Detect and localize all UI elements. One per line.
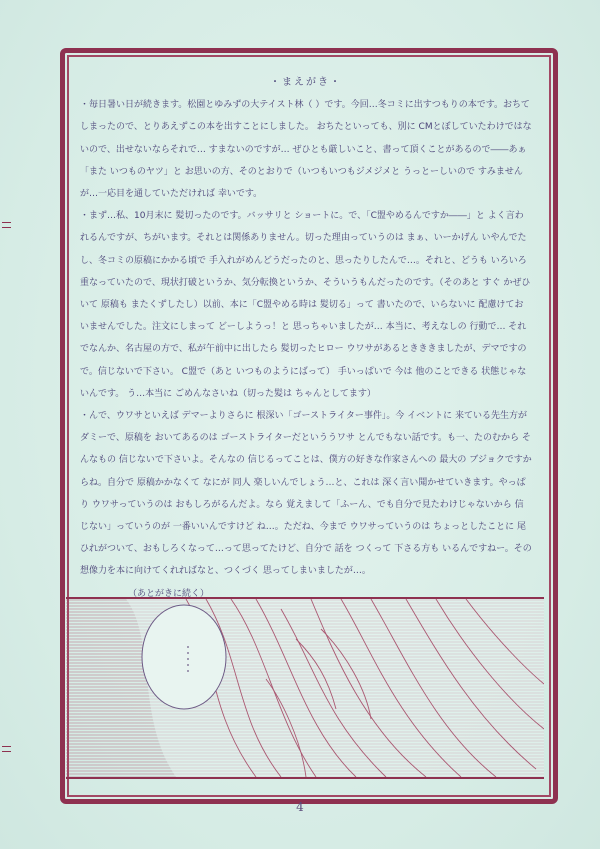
paragraph: ・んで、ウワサといえば デマーよりさらに 根深い「ゴーストライター事件」。今 イベントに 来ている先生方が ダミーで、原稿を おいてあるのは ゴーストライターだといううワサ とんでもない話です。も一、たのむから そんなもの 信じないで下さいよ。そんなの 信じるってことは、僕方の好きな作家さんへの 最大の ブジョクですからね。自分で 原稿かかなくて なにが 同人 楽しいんでしょう…と、これは 深く言い聞かせていきます。やっぱり ウワサっていうのは おもしろがるんだよ。なら 覚えまして「ふーん、でも自分で見たわけじゃないから 信じない」っていうのが 一番いいんですけど ね…。ただね、今まで ウワサっていうのは ちょっとしたことに 尾ひれがついて、おもしろくなって…って思ってたけど、自分で 話を つくって 下さる方も いるんですねー。その想像力を本に向けてくれればなと、つくづく 思ってしまいましたが…。	[80, 411, 532, 577]
continued-note: （あとがきに続く）	[128, 588, 210, 599]
body-text	[80, 72, 532, 605]
hair-illustration	[66, 599, 544, 777]
edge-mark	[2, 746, 11, 752]
page-title: ・まえがき・	[270, 77, 342, 88]
speech-bubble	[142, 605, 226, 709]
paragraph: ・まず…私、10月末に 髪切ったのです。バッサリと ショートに。で、「C盟やめるんですか――」と よく言われるんですが、ちがいます。それとは関係ありません。切った理由っていうのは まぁ、いーかげん いやんでたし、冬コミの原稿にかかる頃で 手入れがめんどうだったのと、思ったりしたんで…。それと、どうも いろいろ重なっていたので、現状打破というか、気分転換というか、そういうもんだったのです。（そのあと すぐ かぜひいて 原稿も またくずしたし）以前、本に「C盟やめる時は 髪切る」って 書いたので、いらないに 配慮けておいませんでした。注文にしまって どーしようっ！と 思っちゃいましたが… 本当に、考えなしの 行動で… それでなんか、名古屋の方で、私が午前中に出したら 髪切ったヒロー ウワサがあるときききましたが、デマですので。信じないで下さい。 C盟で（あと いつものようにばって） 手いっぱいで 今は 他のことできる 状態じゃないんです。 う…本当に ごめんなさいね（切った髪は ちゃんとしてます）	[80, 211, 531, 399]
page-number: 4	[296, 800, 304, 814]
edge-mark	[2, 222, 11, 228]
illustration-panel	[66, 597, 544, 779]
paragraph: ・毎日暑い日が続きます。松園とゆみずの大テイスト林（ ）です。今回…冬コミに出すつもりの本です。おちてしまったので、とりあえずこの本を出すことにしました。 おちたといっても、別に CMとぼしていたわけではないので、出せないならそれで… すまないのですが… ぜひとも厳しいこと、書って頂くことがあるので――あぁ「また いつものヤツ」と お思いの方、そのとおりで（いつもいつもジメジメと うっとーしいので すみませんが…一応目を通していただければ 幸いです。	[80, 100, 532, 200]
